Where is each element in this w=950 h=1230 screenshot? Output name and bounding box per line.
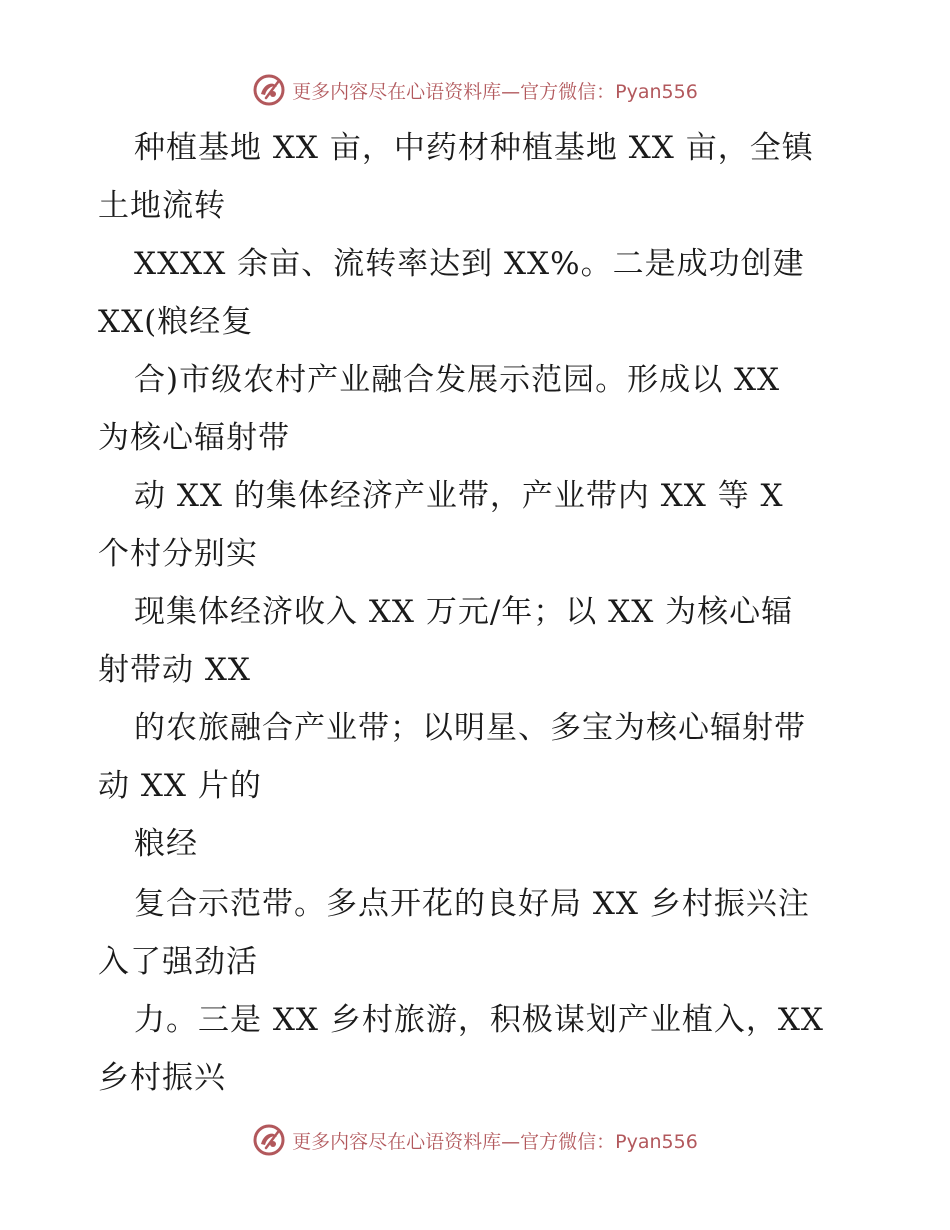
text-line: XX(粮经复 xyxy=(98,304,254,340)
text-line: 土地流转 xyxy=(98,188,226,224)
text-line: 种植基地 XX 亩，中药材种植基地 XX 亩，全镇 xyxy=(134,130,814,166)
text-line: 射带动 XX xyxy=(98,652,251,688)
watermark-text: 更多内容尽在心语资料库—官方微信：Pyan556 xyxy=(292,80,698,103)
text-line: 入了强劲活 xyxy=(98,944,258,980)
header-watermark xyxy=(0,70,950,110)
text-line: 现集体经济收入 XX 万元/年；以 XX 为核心辐 xyxy=(134,594,794,630)
text-line: 乡村振兴 xyxy=(98,1060,226,1096)
text-line: XXXX 余亩、流转率达到 XX%。二是成功创建 xyxy=(134,246,805,282)
text-line: 的农旅融合产业带；以明星、多宝为核心辐射带 xyxy=(134,710,806,746)
text-line: 动 XX 片的 xyxy=(98,768,262,804)
text-line: 动 XX 的集体经济产业带，产业带内 XX 等 X xyxy=(134,478,784,514)
swirl-logo-icon xyxy=(252,1123,286,1157)
footer-watermark xyxy=(0,1120,950,1160)
watermark-text: 更多内容尽在心语资料库—官方微信：Pyan556 xyxy=(292,1130,698,1153)
text-line: 力。三是 XX 乡村旅游，积极谋划产业植入，XX xyxy=(134,1002,824,1038)
swirl-logo-icon xyxy=(252,73,286,107)
text-line: 个村分别实 xyxy=(98,536,258,572)
text-line: 合)市级农村产业融合发展示范园。形成以 XX xyxy=(134,362,781,398)
text-line: 粮经 xyxy=(134,826,198,862)
text-line: 为核心辐射带 xyxy=(98,420,290,456)
text-line: 复合示范带。多点开花的良好局 XX 乡村振兴注 xyxy=(134,886,810,922)
